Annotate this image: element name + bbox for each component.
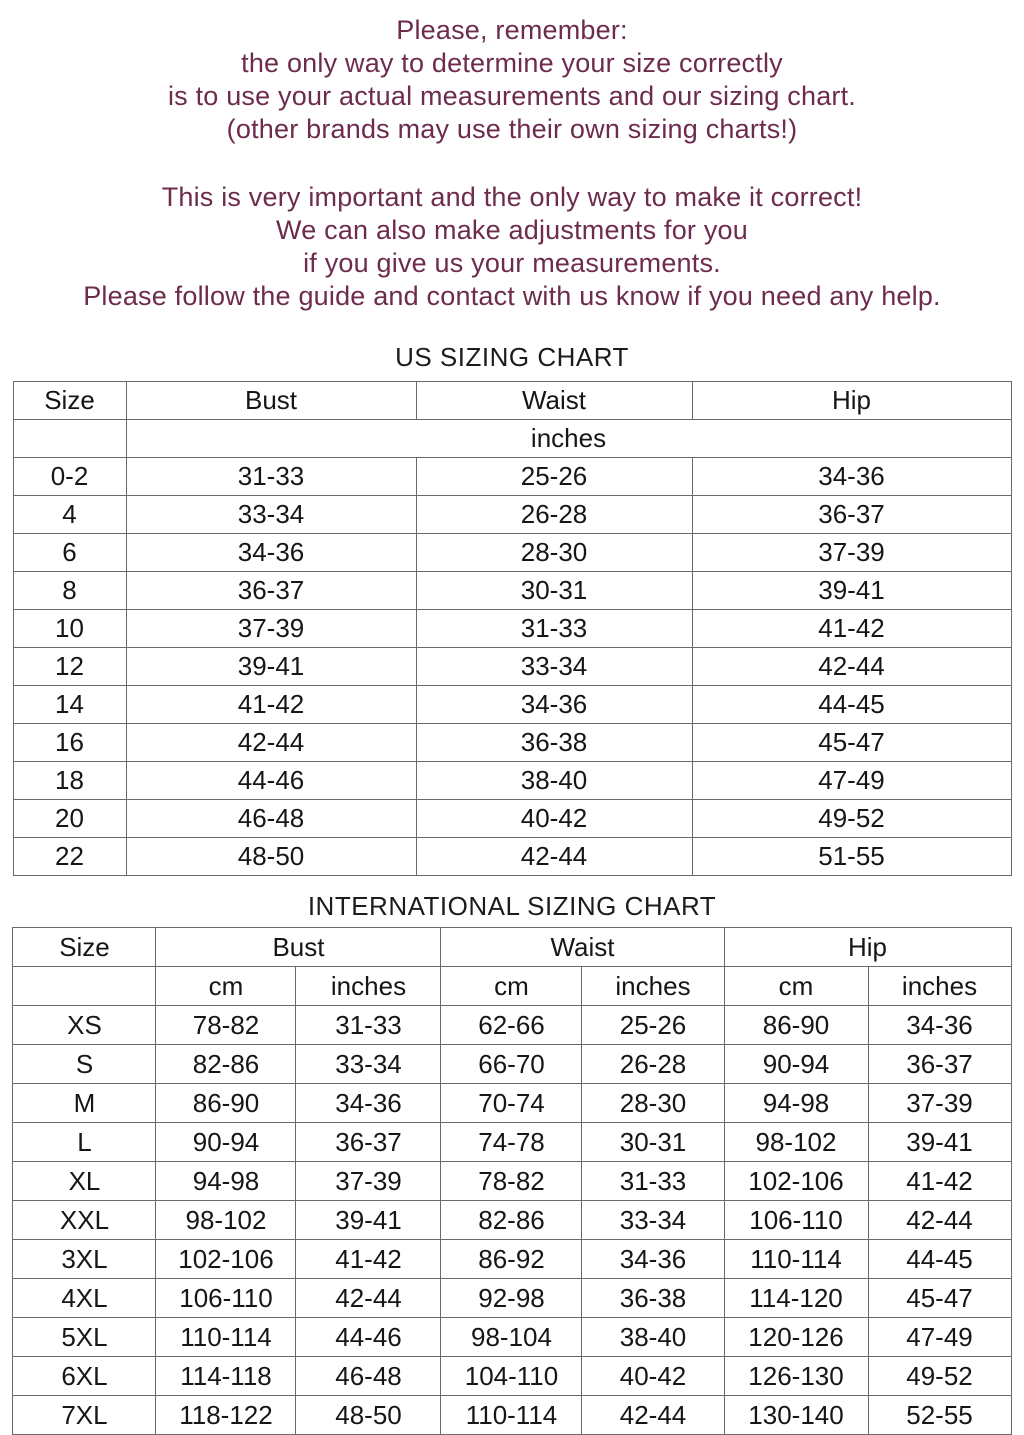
measurement-cell: 31-33 (582, 1162, 724, 1201)
measurement-cell: 34-36 (416, 686, 692, 724)
measurement-cell: 74-78 (441, 1123, 582, 1162)
measurement-cell: 51-55 (692, 838, 1011, 876)
table-row (13, 1045, 1011, 1084)
measurement-cell: 37-39 (868, 1084, 1011, 1123)
measurement-cell: 126-130 (724, 1357, 868, 1396)
measurement-cell: 36-37 (692, 496, 1011, 534)
us-chart-title: US SIZING CHART (395, 342, 629, 372)
measurement-cell: 104-110 (441, 1357, 582, 1396)
measurement-cell: 47-49 (692, 762, 1011, 800)
column-header-hip: Hip (692, 382, 1011, 420)
measurement-cell: 46-48 (296, 1357, 441, 1396)
measurement-cell: 36-38 (416, 724, 692, 762)
measurement-cell: 44-45 (692, 686, 1011, 724)
empty-cell (13, 420, 126, 458)
measurement-cell: 39-41 (868, 1123, 1011, 1162)
size-cell: 4XL (13, 1279, 156, 1318)
size-cell: 20 (13, 800, 126, 838)
measurement-cell: 30-31 (582, 1123, 724, 1162)
measurement-cell: 33-34 (126, 496, 416, 534)
size-cell: 4 (13, 496, 126, 534)
measurement-cell: 78-82 (156, 1006, 296, 1045)
intro-note (0, 14, 1024, 313)
measurement-cell: 37-39 (296, 1162, 441, 1201)
column-header-waist: Waist (416, 382, 692, 420)
measurement-cell: 42-44 (868, 1201, 1011, 1240)
measurement-cell: 130-140 (724, 1396, 868, 1435)
measurement-cell: 41-42 (296, 1240, 441, 1279)
table-row (13, 648, 1011, 686)
measurement-cell: 90-94 (724, 1045, 868, 1084)
measurement-cell: 44-45 (868, 1240, 1011, 1279)
measurement-cell: 36-37 (296, 1123, 441, 1162)
measurement-cell: 41-42 (692, 610, 1011, 648)
measurement-cell: 31-33 (126, 458, 416, 496)
measurement-cell: 34-36 (582, 1240, 724, 1279)
measurement-cell: 30-31 (416, 572, 692, 610)
measurement-cell: 31-33 (296, 1006, 441, 1045)
size-cell: 14 (13, 686, 126, 724)
measurement-cell: 26-28 (582, 1045, 724, 1084)
measurement-cell: 90-94 (156, 1123, 296, 1162)
unit-label-cm: cm (724, 967, 868, 1006)
unit-label-inches: inches (296, 967, 441, 1006)
intro-line: Please, remember: (396, 15, 628, 45)
intro-line: Please follow the guide and contact with us know if you need any help. (83, 281, 941, 311)
international-table-header (13, 928, 1011, 1006)
table-row (13, 572, 1011, 610)
size-cell: 8 (13, 572, 126, 610)
measurement-cell: 78-82 (441, 1162, 582, 1201)
measurement-cell: 39-41 (692, 572, 1011, 610)
measurement-cell: 40-42 (416, 800, 692, 838)
size-cell: 3XL (13, 1240, 156, 1279)
intro-line: if you give us your measurements. (303, 248, 721, 278)
size-cell: XXL (13, 1201, 156, 1240)
size-cell: 12 (13, 648, 126, 686)
intro-line: (other brands may use their own sizing charts!) (226, 114, 798, 144)
measurement-cell: 62-66 (441, 1006, 582, 1045)
size-cell: 5XL (13, 1318, 156, 1357)
measurement-cell: 110-114 (441, 1396, 582, 1435)
size-cell: 10 (13, 610, 126, 648)
measurement-cell: 37-39 (126, 610, 416, 648)
unit-label-inches: inches (582, 967, 724, 1006)
unit-label-cm: cm (441, 967, 582, 1006)
table-row (13, 610, 1011, 648)
measurement-cell: 42-44 (582, 1396, 724, 1435)
table-row (13, 458, 1011, 496)
measurement-cell: 38-40 (416, 762, 692, 800)
measurement-cell: 102-106 (724, 1162, 868, 1201)
column-header-bust: Bust (156, 928, 441, 967)
size-cell: XL (13, 1162, 156, 1201)
measurement-cell: 106-110 (724, 1201, 868, 1240)
measurement-cell: 70-74 (441, 1084, 582, 1123)
intro-paragraph-reminder (0, 14, 1024, 146)
measurement-cell: 36-37 (868, 1045, 1011, 1084)
measurement-cell: 36-38 (582, 1279, 724, 1318)
measurement-cell: 49-52 (868, 1357, 1011, 1396)
table-row (13, 686, 1011, 724)
table-unit-row (13, 420, 1011, 458)
size-cell: M (13, 1084, 156, 1123)
measurement-cell: 110-114 (724, 1240, 868, 1279)
measurement-cell: 46-48 (126, 800, 416, 838)
size-cell: XS (13, 1006, 156, 1045)
table-row (13, 1279, 1011, 1318)
measurement-cell: 45-47 (868, 1279, 1011, 1318)
measurement-cell: 44-46 (126, 762, 416, 800)
measurement-cell: 44-46 (296, 1318, 441, 1357)
column-header-bust: Bust (126, 382, 416, 420)
intro-line: This is very important and the only way to make it correct! (161, 182, 863, 212)
empty-cell (13, 967, 156, 1006)
measurement-cell: 38-40 (582, 1318, 724, 1357)
measurement-cell: 40-42 (582, 1357, 724, 1396)
size-cell: 6 (13, 534, 126, 572)
measurement-cell: 118-122 (156, 1396, 296, 1435)
us-table-header (13, 382, 1011, 458)
measurement-cell: 39-41 (126, 648, 416, 686)
measurement-cell: 48-50 (296, 1396, 441, 1435)
measurement-cell: 94-98 (156, 1162, 296, 1201)
intro-line: the only way to determine your size correctly (241, 48, 783, 78)
intro-line: is to use your actual measurements and our sizing chart. (167, 81, 857, 111)
column-header-hip: Hip (724, 928, 1011, 967)
measurement-cell: 82-86 (441, 1201, 582, 1240)
measurement-cell: 45-47 (692, 724, 1011, 762)
measurement-cell: 98-104 (441, 1318, 582, 1357)
size-cell: 6XL (13, 1357, 156, 1396)
table-row (13, 1006, 1011, 1045)
table-row (13, 800, 1011, 838)
measurement-cell: 34-36 (868, 1006, 1011, 1045)
measurement-cell: 36-37 (126, 572, 416, 610)
table-row (13, 762, 1011, 800)
measurement-cell: 94-98 (724, 1084, 868, 1123)
measurement-cell: 42-44 (692, 648, 1011, 686)
measurement-cell: 66-70 (441, 1045, 582, 1084)
us-table-body (13, 458, 1011, 876)
measurement-cell: 106-110 (156, 1279, 296, 1318)
measurement-cell: 86-90 (724, 1006, 868, 1045)
column-header-waist: Waist (441, 928, 724, 967)
table-row (13, 1084, 1011, 1123)
measurement-cell: 82-86 (156, 1045, 296, 1084)
table-row (13, 1396, 1011, 1435)
measurement-cell: 42-44 (126, 724, 416, 762)
table-row (13, 724, 1011, 762)
measurement-cell: 28-30 (582, 1084, 724, 1123)
measurement-cell: 49-52 (692, 800, 1011, 838)
table-row (13, 1357, 1011, 1396)
measurement-cell: 34-36 (126, 534, 416, 572)
table-row (13, 534, 1011, 572)
column-header-size: Size (13, 928, 156, 967)
international-chart-title: INTERNATIONAL SIZING CHART (307, 891, 717, 921)
size-cell: 18 (13, 762, 126, 800)
measurement-cell: 114-120 (724, 1279, 868, 1318)
column-header-size: Size (13, 382, 126, 420)
table-row (13, 1162, 1011, 1201)
measurement-cell: 26-28 (416, 496, 692, 534)
international-sizing-table (12, 927, 1011, 1435)
international-table-body (13, 1006, 1011, 1435)
measurement-cell: 42-44 (296, 1279, 441, 1318)
measurement-cell: 114-118 (156, 1357, 296, 1396)
measurement-cell: 34-36 (296, 1084, 441, 1123)
table-row (13, 1318, 1011, 1357)
table-unit-row (13, 967, 1011, 1006)
table-row (13, 1201, 1011, 1240)
us-sizing-table (13, 381, 1012, 876)
measurement-cell: 42-44 (416, 838, 692, 876)
table-row (13, 1240, 1011, 1279)
measurement-cell: 41-42 (126, 686, 416, 724)
measurement-cell: 33-34 (582, 1201, 724, 1240)
unit-label-inches: inches (126, 420, 1011, 458)
size-cell: 0-2 (13, 458, 126, 496)
size-cell: 16 (13, 724, 126, 762)
measurement-cell: 31-33 (416, 610, 692, 648)
measurement-cell: 86-90 (156, 1084, 296, 1123)
measurement-cell: 98-102 (156, 1201, 296, 1240)
measurement-cell: 98-102 (724, 1123, 868, 1162)
measurement-cell: 34-36 (692, 458, 1011, 496)
size-cell: 22 (13, 838, 126, 876)
measurement-cell: 110-114 (156, 1318, 296, 1357)
size-cell: 7XL (13, 1396, 156, 1435)
measurement-cell: 92-98 (441, 1279, 582, 1318)
table-row (13, 496, 1011, 534)
measurement-cell: 47-49 (868, 1318, 1011, 1357)
size-cell: L (13, 1123, 156, 1162)
measurement-cell: 39-41 (296, 1201, 441, 1240)
measurement-cell: 33-34 (416, 648, 692, 686)
unit-label-inches: inches (868, 967, 1011, 1006)
measurement-cell: 28-30 (416, 534, 692, 572)
measurement-cell: 37-39 (692, 534, 1011, 572)
intro-line: We can also make adjustments for you (276, 215, 748, 245)
size-cell: S (13, 1045, 156, 1084)
table-row (13, 838, 1011, 876)
measurement-cell: 25-26 (416, 458, 692, 496)
measurement-cell: 25-26 (582, 1006, 724, 1045)
measurement-cell: 33-34 (296, 1045, 441, 1084)
intro-paragraph-important (0, 181, 1024, 313)
measurement-cell: 48-50 (126, 838, 416, 876)
table-header-row (13, 928, 1011, 967)
measurement-cell: 120-126 (724, 1318, 868, 1357)
measurement-cell: 41-42 (868, 1162, 1011, 1201)
measurement-cell: 102-106 (156, 1240, 296, 1279)
table-row (13, 1123, 1011, 1162)
table-header-row (13, 382, 1011, 420)
unit-label-cm: cm (156, 967, 296, 1006)
measurement-cell: 52-55 (868, 1396, 1011, 1435)
measurement-cell: 86-92 (441, 1240, 582, 1279)
